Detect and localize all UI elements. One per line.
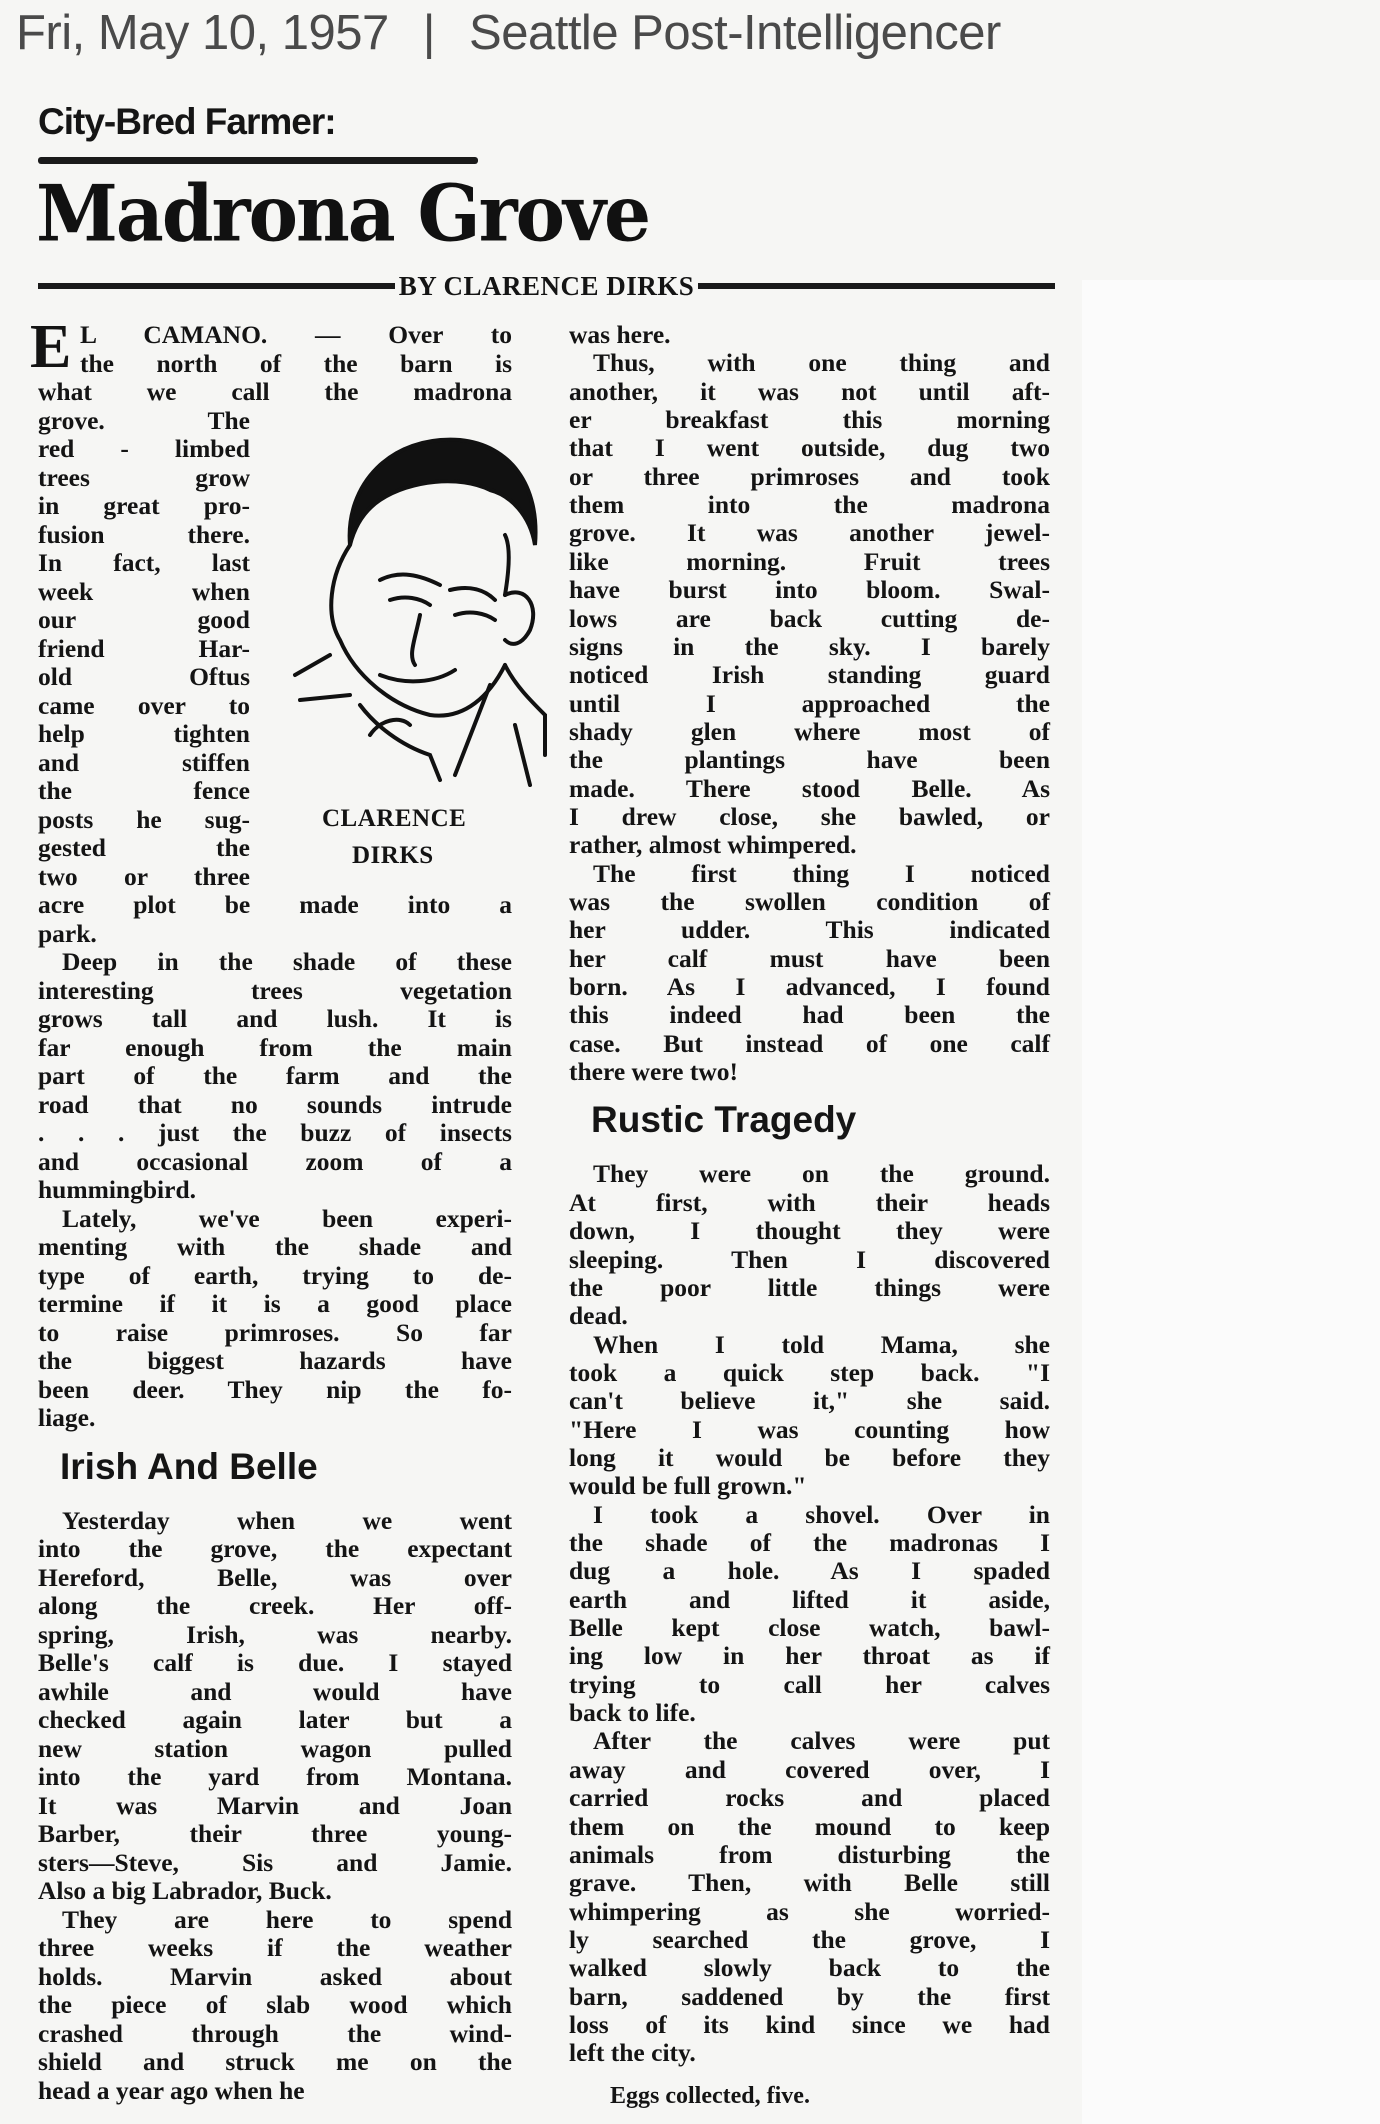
article-text-line: red - limbed: [38, 434, 250, 463]
article-text-line: part of the farm and the: [38, 1061, 512, 1090]
article-text-line: them on the mound to keep: [569, 1811, 1050, 1841]
article-title: Madrona Grove: [36, 168, 650, 260]
article-text-line: left the city.: [569, 2038, 696, 2068]
article-text-line: park.: [38, 918, 97, 948]
article-text-line: another, it was not until aft-: [569, 376, 1050, 406]
article-text-line: They are here to spend: [62, 1904, 512, 1934]
article-text-line: Thus, with one thing and: [593, 348, 1050, 378]
article-text-line: termine if it is a good place: [38, 1289, 512, 1318]
article-text-line: in great pro-: [38, 491, 250, 520]
article-text-line: . . . just the buzz of insects: [38, 1118, 512, 1147]
article-text-line: made. There stood Belle. As: [569, 773, 1050, 803]
article-text-line: down, I thought they were: [569, 1216, 1050, 1246]
section-heading: Irish And Belle: [60, 1445, 318, 1487]
article-signoff: Eggs collected, five.: [610, 2083, 810, 2109]
author-portrait-sketch: [290, 425, 552, 790]
article-text-line: barn, saddened by the first: [569, 1981, 1050, 2011]
article-text-line: old Oftus: [38, 662, 250, 691]
article-text-line: carried rocks and placed: [569, 1783, 1050, 1813]
article-text-line: Lately, we've been experi-: [62, 1203, 512, 1233]
article-text-line: checked again later but a: [38, 1705, 512, 1734]
article-text-line: can't believe it," she said.: [569, 1386, 1050, 1416]
article-text-line: rather, almost whimpered.: [569, 830, 857, 860]
article-text-line: into the grove, the expectant: [38, 1534, 512, 1563]
article-text-line: the biggest hazards have: [38, 1346, 512, 1375]
article-text-line: came over to: [38, 690, 250, 720]
article-text-line: and occasional zoom of a: [38, 1146, 512, 1176]
article-text-line: "Here I was counting how: [569, 1414, 1050, 1444]
article-text-line: After the calves were put: [593, 1726, 1050, 1756]
portrait-caption-last: DIRKS: [352, 842, 434, 869]
article-text-line: awhile and would have: [38, 1676, 512, 1706]
article-text-line: trying to call her calves: [569, 1669, 1050, 1699]
article-text-line: back to life.: [569, 1698, 696, 1728]
section-heading: Rustic Tragedy: [591, 1099, 857, 1141]
article-text-line: In fact, last: [38, 548, 250, 577]
column-kicker: City-Bred Farmer:: [38, 101, 336, 142]
header-separator: |: [422, 6, 436, 60]
article-text-line: and stiffen: [38, 747, 250, 777]
article-text-line: dead.: [569, 1301, 628, 1331]
byline-rule-right: [698, 283, 1055, 289]
article-text-line: shield and struck me on the: [38, 2047, 512, 2076]
article-text-line: holds. Marvin asked about: [38, 1961, 512, 1991]
article-text-line: the piece of slab wood which: [38, 1990, 512, 2019]
paper-edge: [1082, 280, 1380, 2124]
article-text-line: dug a hole. As I spaded: [569, 1556, 1050, 1586]
article-text-line: At first, with their heads: [569, 1187, 1050, 1217]
publication-name: Seattle Post-Intelligencer: [469, 6, 1001, 60]
article-text-line: ly searched the grove, I: [569, 1924, 1050, 1954]
article-text-line: menting with the shade and: [38, 1232, 512, 1261]
article-text-line: trees grow: [38, 462, 250, 492]
article-text-line: hummingbird.: [38, 1175, 197, 1204]
byline: [38, 270, 1055, 302]
article-text-line: signs in the sky. I barely: [569, 631, 1050, 661]
article-text-line: loss of its kind since we had: [569, 2009, 1050, 2039]
article-text-line: until I approached the: [569, 688, 1050, 718]
article-text-line: to raise primroses. So far: [38, 1317, 512, 1347]
drop-cap: E: [30, 313, 72, 381]
article-text-line: fusion there.: [38, 519, 250, 549]
article-text-line: case. But instead of one calf: [569, 1028, 1050, 1058]
article-text-line: the poor little things were: [569, 1272, 1050, 1302]
article-text-line: type of earth, trying to de-: [38, 1260, 512, 1290]
article-text-line: road that no sounds intrude: [38, 1089, 512, 1119]
article-text-line: would be full grown.": [569, 1471, 807, 1501]
article-text-line: the shade of the madronas I: [569, 1528, 1050, 1557]
kicker-rule: [38, 157, 478, 164]
article-text-line: that I went outside, dug two: [569, 433, 1050, 463]
article-text-line: like morning. Fruit trees: [569, 546, 1050, 576]
article-text-line: new station wagon pulled: [38, 1733, 512, 1763]
article-text-line: earth and lifted it aside,: [569, 1584, 1050, 1614]
article-text-line: Hereford, Belle, was over: [38, 1562, 512, 1592]
article-text-line: the north of the barn is: [80, 348, 512, 378]
article-text-line: posts he sug-: [38, 804, 250, 834]
article-text-line: or three primroses and took: [569, 461, 1050, 491]
article-text-line: grove. The: [38, 405, 250, 435]
portrait-caption-first: CLARENCE: [322, 805, 467, 832]
article-text-line: They were on the ground.: [593, 1159, 1050, 1189]
article-text-line: acre plot be made into a: [38, 890, 512, 919]
article-text-line: been deer. They nip the fo-: [38, 1374, 512, 1404]
article-text-line: shady glen where most of: [569, 716, 1050, 746]
article-text-line: what we call the madrona: [38, 377, 512, 406]
article-text-line: along the creek. Her off-: [38, 1591, 512, 1620]
article-text-line: Deep in the shade of these: [62, 947, 512, 976]
article-text-line: week when: [38, 576, 250, 606]
article-text-line: away and covered over, I: [569, 1754, 1050, 1784]
article-text-line: grave. Then, with Belle still: [569, 1868, 1050, 1898]
article-text-line: animals from disturbing the: [569, 1839, 1050, 1869]
article-text-line: noticed Irish standing guard: [569, 660, 1050, 690]
article-text-line: there were two!: [569, 1057, 738, 1087]
article-text-line: When I told Mama, she: [593, 1329, 1050, 1359]
article-text-line: lows are back cutting de-: [569, 603, 1050, 633]
article-text-line: sters—Steve, Sis and Jamie.: [38, 1847, 512, 1877]
clipping-header: [16, 4, 1001, 62]
byline-text: BY CLARENCE DIRKS: [398, 271, 695, 301]
article-text-line: Yesterday when we went: [62, 1505, 512, 1535]
article-text-line: The first thing I noticed: [593, 858, 1050, 888]
article-text-line: three weeks if the weather: [38, 1933, 512, 1962]
article-text-line: sleeping. Then I discovered: [569, 1244, 1050, 1274]
article-text-line: two or three: [38, 861, 250, 891]
article-text-line: ing low in her throat as if: [569, 1641, 1050, 1671]
article-text-line: into the yard from Montana.: [38, 1762, 512, 1791]
publication-date: Fri, May 10, 1957: [16, 6, 389, 60]
article-text-line: I drew close, she bawled, or: [569, 801, 1050, 831]
article-text-line: liage.: [38, 1403, 96, 1432]
article-text-line: the plantings have been: [569, 745, 1050, 775]
article-text-line: took a quick step back. "I: [569, 1357, 1050, 1387]
article-text-line: Also a big Labrador, Buck.: [38, 1876, 332, 1905]
article-text-line: It was Marvin and Joan: [38, 1790, 512, 1820]
article-text-line: this indeed had been the: [569, 1000, 1050, 1030]
article-text-line: interesting trees vegetation: [38, 975, 512, 1005]
article-text-line: er breakfast this morning: [569, 405, 1050, 435]
article-text-line: Belle kept close watch, bawl-: [569, 1613, 1050, 1643]
article-text-line: her udder. This indicated: [569, 915, 1050, 945]
article-text-line: grove. It was another jewel-: [569, 518, 1050, 548]
article-text-line: gested the: [38, 833, 250, 862]
article-text-line: grows tall and lush. It is: [38, 1004, 512, 1033]
article-text-line: Barber, their three young-: [38, 1819, 512, 1848]
article-text-line: I took a shovel. Over in: [593, 1499, 1050, 1529]
article-text-line: them into the madrona: [569, 490, 1050, 520]
article-text-line: L CAMANO. — Over to: [80, 320, 512, 349]
article-text-line: her calf must have been: [569, 943, 1050, 973]
article-text-line: friend Har-: [38, 633, 250, 663]
article-text-line: have burst into bloom. Swal-: [569, 575, 1050, 605]
article-text-line: whimpering as she worried-: [569, 1896, 1050, 1926]
article-text-line: was here.: [569, 320, 671, 349]
article-text-line: Belle's calf is due. I stayed: [38, 1648, 512, 1677]
article-text-line: spring, Irish, was nearby.: [38, 1619, 512, 1649]
article-text-line: head a year ago when he: [38, 2075, 305, 2105]
article-text-line: born. As I advanced, I found: [569, 972, 1050, 1002]
byline-rule-left: [38, 283, 395, 289]
article-text-line: our good: [38, 605, 250, 634]
article-text-line: long it would be before they: [569, 1442, 1050, 1472]
article-text-line: help tighten: [38, 719, 250, 748]
article-text-line: the fence: [38, 776, 250, 805]
article-text-line: was the swollen condition of: [569, 887, 1050, 916]
article-text-line: walked slowly back to the: [569, 1953, 1050, 1983]
article-text-line: far enough from the main: [38, 1032, 512, 1062]
article-text-line: crashed through the wind-: [38, 2018, 512, 2048]
